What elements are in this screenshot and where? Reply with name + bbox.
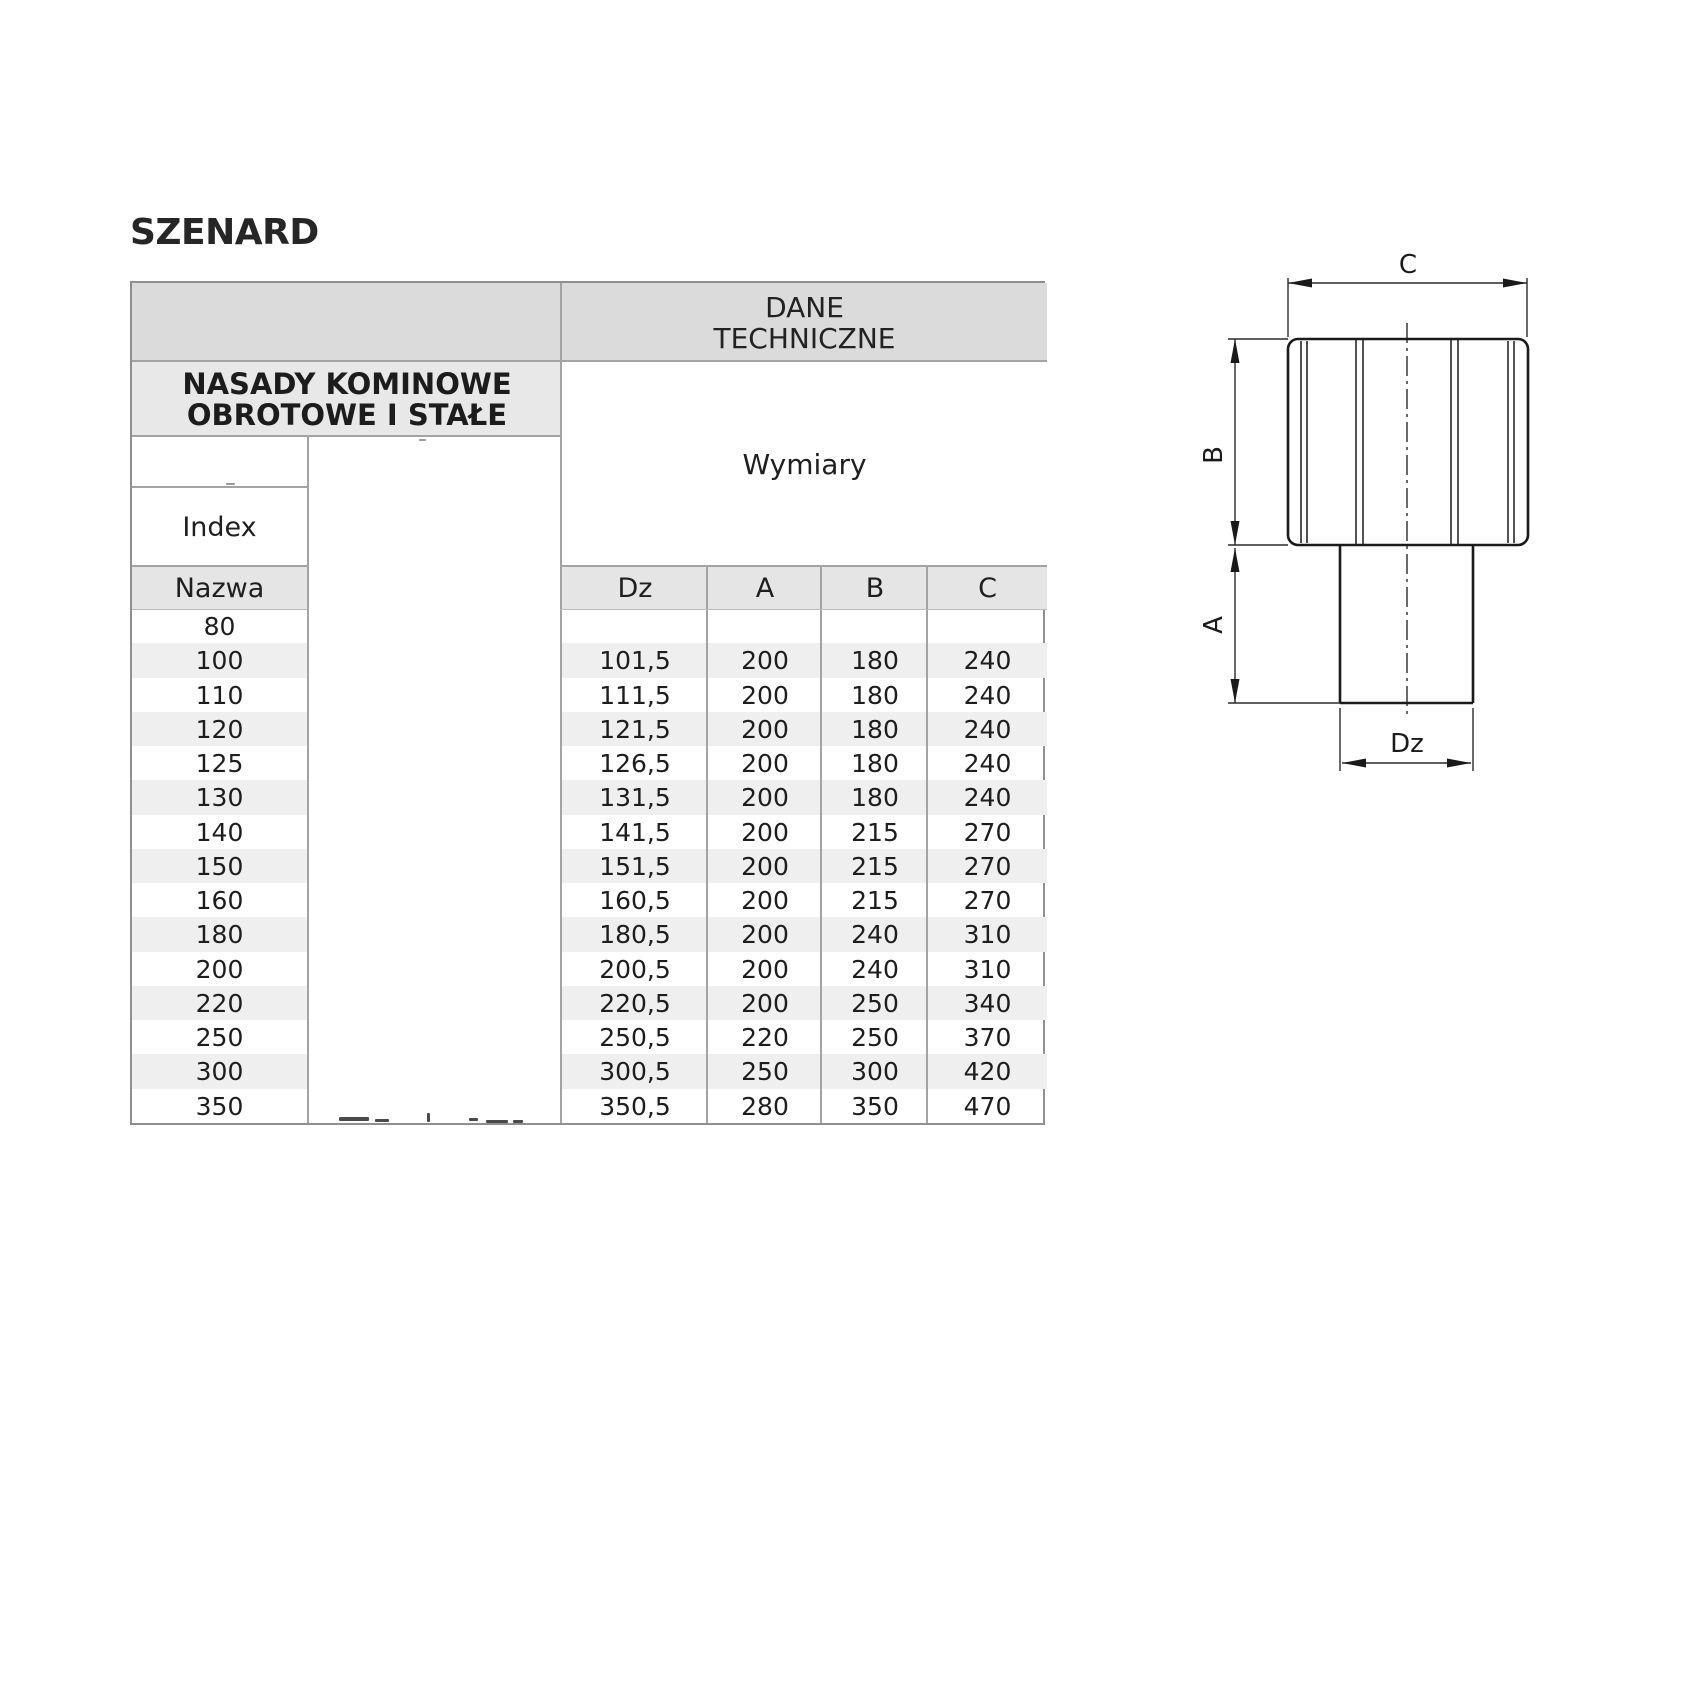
header-left-empty-cell (132, 283, 562, 362)
rule-under-nazwa (132, 609, 307, 610)
row-index-cell: 100 (132, 643, 307, 678)
row-dz-cell: 250,5 (599, 1022, 671, 1052)
dimension-b (1228, 339, 1288, 545)
row-values (562, 678, 1047, 712)
row-values (562, 1054, 1047, 1089)
divider-col2-right (560, 283, 562, 1123)
row-values (562, 849, 1047, 883)
row-dz-cell (562, 609, 708, 643)
row-a-cell: 200 (741, 714, 789, 744)
empty-column-merged (309, 437, 560, 1123)
wymiary-cell (562, 362, 1047, 567)
clipped-text-artifact (469, 1118, 478, 1121)
dimension-label-c: C (1398, 250, 1418, 280)
row-b-cell: 180 (851, 680, 899, 710)
arrowhead (1231, 521, 1240, 545)
row-c-cell: 270 (963, 817, 1012, 847)
drum-outline (1288, 339, 1528, 545)
row-b-cell: 215 (851, 851, 899, 881)
row-c-cell: 240 (963, 714, 1012, 744)
row-c-cell: 310 (963, 920, 1012, 949)
row-b-cell: 180 (851, 748, 899, 778)
row-index-cell: 125 (195, 748, 244, 778)
row-dz-cell: 300,5 (599, 1057, 671, 1086)
rule-under-wymiary (560, 565, 1047, 567)
cowl-body (1288, 339, 1528, 703)
row-a-cell: 200 (741, 920, 789, 949)
row-b-cell (822, 609, 928, 643)
row-b-cell: 180 (851, 783, 899, 812)
row-b-cell: 215 (851, 817, 899, 847)
row-a-cell: 200 (741, 646, 789, 675)
divider-a-b (820, 567, 822, 1123)
row-dz-cell: 121,5 (599, 714, 671, 744)
row-index-cell: 150 (132, 849, 307, 883)
column-header-a: A (708, 567, 822, 609)
row-a-cell (708, 609, 822, 643)
row-a-cell: 250 (741, 1057, 789, 1086)
row-b-cell: 300 (851, 1057, 899, 1086)
nazwa-label: Nazwa (174, 572, 265, 604)
section-title-line1: NASADY KOMINOWE (182, 366, 512, 401)
rule-under-section-title (132, 435, 562, 437)
row-a-cell: 200 (741, 885, 789, 915)
row-c-cell: 270 (963, 885, 1012, 915)
row-values (562, 917, 1047, 952)
row-values (562, 815, 1047, 849)
row-a-cell: 220 (741, 1022, 789, 1052)
arrowhead (1288, 279, 1312, 288)
technical-drawing (1150, 240, 1570, 800)
row-b-cell: 215 (851, 885, 899, 915)
wymiary-label: Wymiary (742, 448, 867, 481)
row-c-cell: 470 (963, 1091, 1012, 1121)
row-b-cell: 250 (851, 1022, 899, 1052)
clipped-text-artifact (226, 483, 235, 485)
nazwa-label-cell (132, 567, 307, 609)
row-b-cell: 180 (851, 714, 899, 744)
row-values (562, 1020, 1047, 1054)
row-values (562, 780, 1047, 815)
row-values (562, 643, 1047, 678)
header-dane-line2: TECHNICZNE (713, 321, 896, 355)
row-b-cell: 240 (851, 954, 899, 984)
column-header-dz: Dz (562, 567, 708, 609)
rule-under-index (132, 565, 307, 567)
clipped-text-artifact (419, 439, 426, 441)
row-index-cell: 250 (195, 1022, 244, 1052)
row-c-cell (928, 609, 1047, 643)
row-dz-cell: 111,5 (599, 680, 671, 710)
rule-under-header (132, 360, 1047, 362)
row-values (562, 952, 1047, 986)
divider-col1-right (307, 437, 309, 1123)
clipped-text-artifact (486, 1120, 508, 1123)
row-values (562, 712, 1047, 746)
row-c-cell: 340 (963, 988, 1012, 1018)
row-c-cell: 240 (963, 783, 1012, 812)
arrowhead (1231, 679, 1240, 703)
row-c-cell: 240 (963, 748, 1012, 778)
row-a-cell: 280 (741, 1091, 789, 1121)
page-title: SZENARD (130, 212, 319, 253)
row-b-cell: 180 (851, 646, 899, 675)
row-dz-cell: 350,5 (599, 1091, 671, 1121)
row-index-cell: 140 (195, 817, 244, 847)
row-c-cell: 240 (963, 646, 1012, 675)
row-a-cell: 200 (741, 680, 789, 710)
arrowhead (1231, 339, 1240, 363)
row-a-cell: 200 (741, 988, 789, 1018)
section-title-line2: OBROTOWE I STAŁE (186, 397, 508, 432)
row-dz-cell: 141,5 (599, 817, 671, 847)
row-a-cell: 200 (741, 748, 789, 778)
dimension-label-b: B (1199, 446, 1229, 464)
header-dane-line1: DANE (765, 290, 844, 324)
row-dz-cell: 131,5 (599, 783, 671, 812)
clipped-text-artifact (375, 1119, 389, 1122)
row-a-cell: 200 (741, 954, 789, 984)
row-index-cell: 110 (195, 680, 244, 710)
column-header-b: B (822, 567, 928, 609)
row-c-cell: 370 (963, 1022, 1012, 1052)
clipped-text-artifact (513, 1120, 523, 1123)
row-c-cell: 240 (963, 680, 1012, 710)
row-values (562, 883, 1047, 917)
dimension-label-a: A (1199, 616, 1229, 634)
spec-table (130, 281, 1045, 1125)
row-index-cell: 80 (203, 611, 236, 641)
row-dz-cell: 101,5 (599, 646, 671, 675)
row-dz-cell: 126,5 (599, 748, 671, 778)
rule-under-empty-row (132, 486, 307, 488)
row-a-cell: 200 (741, 851, 789, 881)
arrowhead (1342, 759, 1366, 768)
divider-b-c (926, 567, 928, 1123)
empty-cell-col1 (132, 437, 307, 488)
clipped-text-artifact (339, 1117, 369, 1121)
row-index-cell: 200 (195, 954, 244, 984)
index-label: Index (182, 512, 257, 543)
row-c-cell: 270 (963, 851, 1012, 881)
rule-under-column-headers (560, 609, 1047, 610)
row-dz-cell: 160,5 (599, 885, 671, 915)
index-label-cell (132, 488, 307, 567)
row-dz-cell: 220,5 (599, 988, 671, 1018)
header-dane-techniczne (562, 283, 1047, 362)
row-index-cell: 160 (195, 885, 244, 915)
row-values (562, 746, 1047, 780)
divider-dz-a (706, 567, 708, 1123)
row-values (562, 986, 1047, 1020)
row-a-cell: 200 (741, 783, 789, 812)
row-values (562, 1089, 1047, 1123)
row-dz-cell: 151,5 (599, 851, 671, 881)
row-b-cell: 240 (851, 920, 899, 949)
column-header-c: C (928, 567, 1047, 609)
row-dz-cell: 180,5 (599, 920, 671, 949)
dimension-label-dz: Dz (1390, 729, 1424, 759)
row-index-cell: 350 (195, 1091, 244, 1121)
row-a-cell: 200 (741, 817, 789, 847)
row-index-cell: 300 (132, 1054, 307, 1089)
row-b-cell: 350 (851, 1091, 899, 1121)
section-title-nasady (132, 362, 562, 437)
row-b-cell: 250 (851, 988, 899, 1018)
row-c-cell: 420 (963, 1057, 1012, 1086)
arrowhead (1231, 548, 1240, 572)
row-index-cell: 220 (132, 986, 307, 1020)
row-index-cell: 130 (132, 780, 307, 815)
dimension-a (1228, 548, 1340, 703)
row-values (562, 609, 1047, 643)
row-c-cell: 310 (963, 954, 1012, 984)
row-index-cell: 180 (132, 917, 307, 952)
arrowhead (1503, 279, 1527, 288)
clipped-text-artifact (427, 1113, 430, 1122)
row-dz-cell: 200,5 (599, 954, 671, 984)
arrowhead (1447, 759, 1471, 768)
row-index-cell: 120 (132, 712, 307, 746)
